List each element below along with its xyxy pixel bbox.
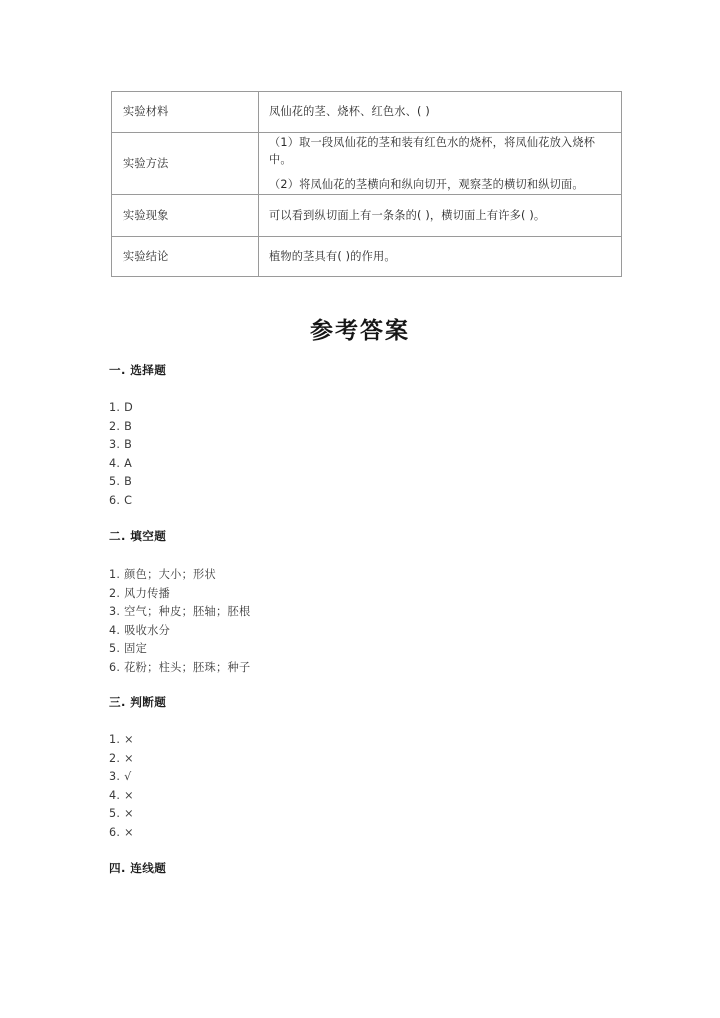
- list-item: 4. A: [109, 456, 133, 470]
- list-item: 3. √: [109, 770, 132, 784]
- list-item: 5. B: [109, 475, 133, 489]
- list-item: 2. B: [109, 419, 133, 433]
- section-multiple-choice: [109, 362, 669, 511]
- list-item: 5. 固定: [109, 642, 148, 656]
- list-item: 6. ×: [109, 825, 134, 839]
- section-heading: 二. 填空题: [109, 529, 167, 543]
- page-title: 参考答案: [310, 317, 410, 344]
- cell-line: 植物的茎具有( )的作用。: [269, 249, 396, 263]
- table-row: [112, 195, 622, 237]
- list-item: 6. C: [109, 493, 133, 507]
- section-heading: 三. 判断题: [109, 695, 167, 709]
- answer-list: [109, 731, 669, 843]
- list-item: 2. ×: [109, 751, 134, 765]
- table-cell-label: 实验材料: [112, 92, 259, 133]
- experiment-table: [111, 91, 622, 277]
- section-fill-in-blank: [109, 528, 669, 678]
- answer-list: [109, 399, 669, 511]
- list-item: 4. ×: [109, 788, 134, 802]
- cell-line: （2）将凤仙花的茎横向和纵向切开，观察茎的横切和纵切面。: [269, 177, 584, 191]
- table-cell-label: 实验结论: [112, 237, 259, 277]
- cell-line: （1）取一段凤仙花的茎和装有红色水的烧杯，将凤仙花放入烧杯中。: [269, 135, 596, 167]
- answer-list: [109, 566, 669, 678]
- table-row: [112, 133, 622, 195]
- list-item: 1. 颜色；大小；形状: [109, 568, 217, 581]
- list-item: 3. B: [109, 438, 133, 452]
- list-item: 1. ×: [109, 733, 134, 746]
- list-item: 1. D: [109, 401, 134, 414]
- table-cell-content: [259, 133, 622, 195]
- section-heading: 四. 连线题: [109, 861, 167, 875]
- table-cell-content: [259, 195, 622, 237]
- table-cell-content: [259, 92, 622, 133]
- section-true-false: [109, 694, 669, 843]
- cell-line: 凤仙花的茎、烧杯、红色水、( ): [269, 105, 430, 119]
- section-matching: [109, 860, 669, 876]
- cell-line: 可以看到纵切面上有一条条的( )，横切面上有许多( )。: [269, 208, 546, 222]
- list-item: 6. 花粉；柱头；胚珠；种子: [109, 660, 251, 674]
- table-row: [112, 92, 622, 133]
- table-cell-label: 实验方法: [112, 133, 259, 195]
- list-item: 4. 吸收水分: [109, 623, 171, 637]
- list-item: 2. 风力传播: [109, 586, 171, 600]
- list-item: 3. 空气；种皮；胚轴；胚根: [109, 605, 251, 619]
- table-cell-label: 实验现象: [112, 195, 259, 237]
- section-heading: 一. 选择题: [109, 363, 167, 377]
- table-cell-content: [259, 237, 622, 277]
- list-item: 5. ×: [109, 807, 134, 821]
- table-row: [112, 237, 622, 277]
